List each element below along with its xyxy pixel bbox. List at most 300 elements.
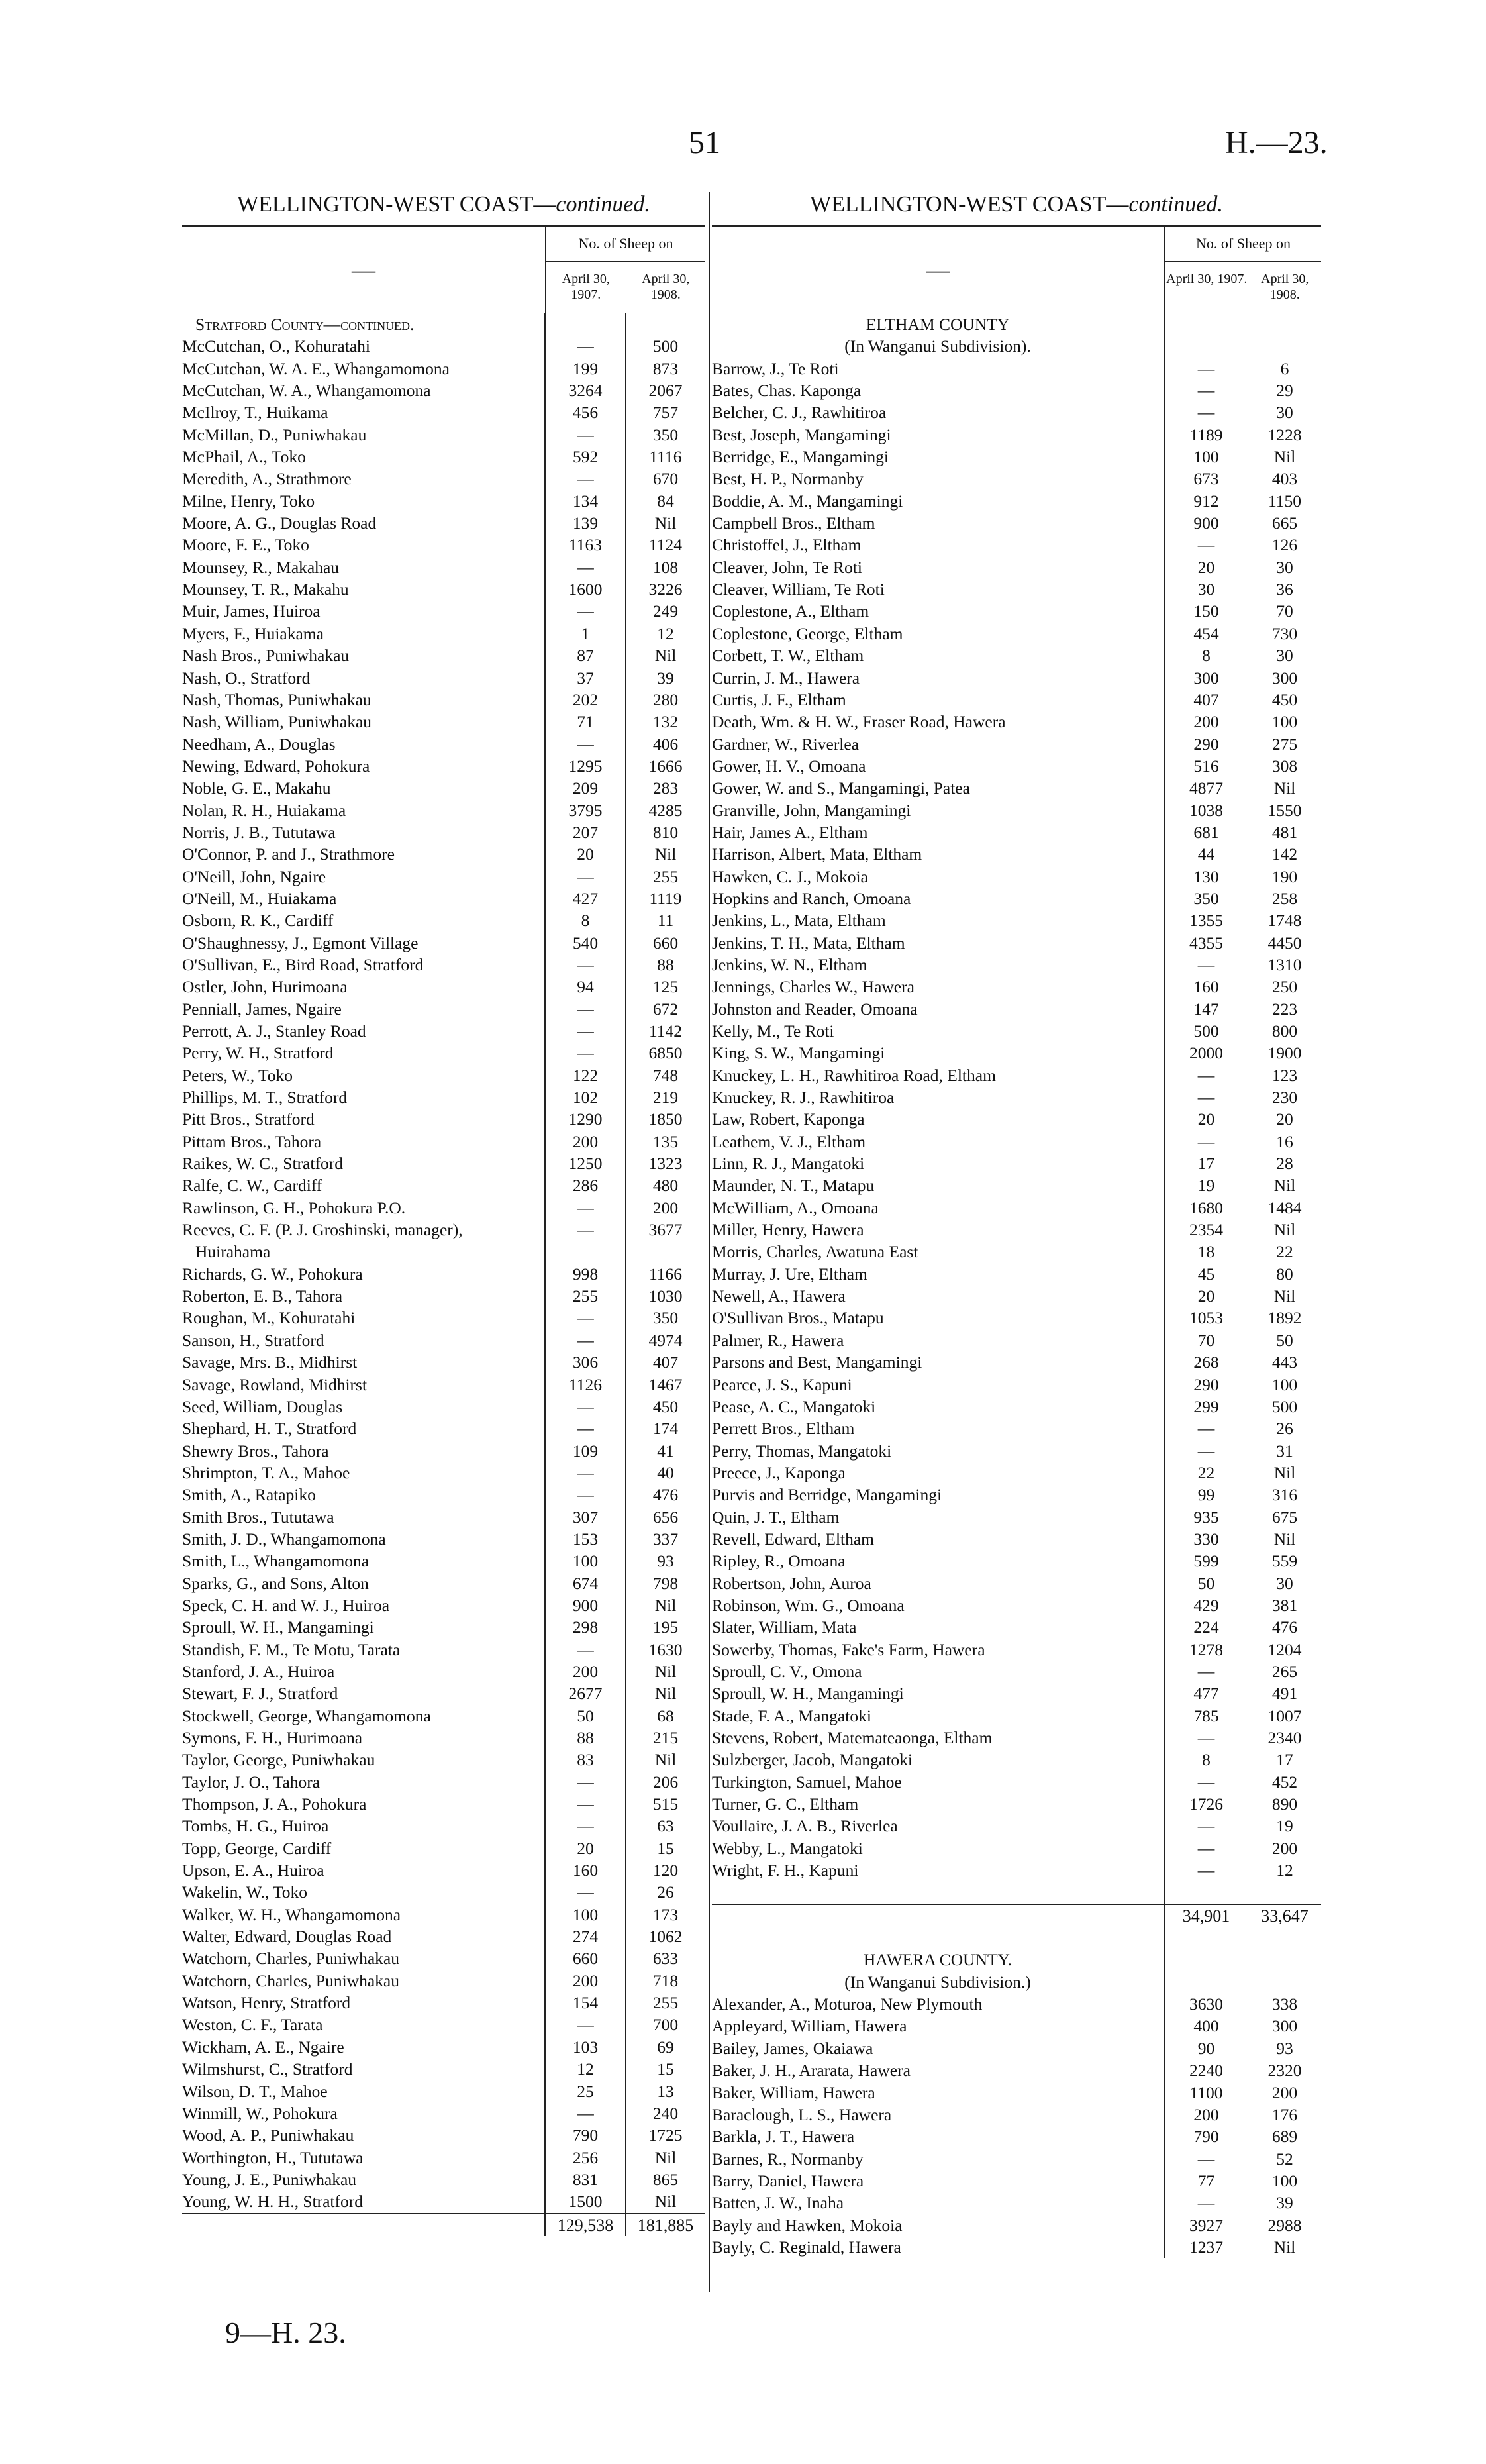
row-value-1908: 26: [1248, 1417, 1321, 1439]
table-row: [182, 1396, 705, 1417]
row-value-1908: 26: [625, 1881, 705, 1903]
row-value-1908: 125: [625, 976, 705, 998]
row-value-1907: 4877: [1164, 777, 1248, 799]
row-name: Topp, George, Cardiff: [182, 1838, 332, 1858]
row-name: Needham, A., Douglas: [182, 734, 336, 754]
table-row: [712, 1351, 1321, 1373]
row-value-1907: 77: [1164, 2170, 1248, 2192]
row-name: Baraclough, L. S., Hawera: [712, 2104, 892, 2124]
row-value-1907: —: [1164, 1086, 1248, 1108]
row-value-1908: 30: [1248, 644, 1321, 666]
table-row: [712, 755, 1321, 777]
row-value-1907: 20: [1164, 1285, 1248, 1307]
row-value-1907: 1278: [1164, 1639, 1248, 1661]
row-value-1908: 300: [1248, 2015, 1321, 2037]
row-name: McPhail, A., Toko: [182, 447, 306, 467]
row-name: Wickham, A. E., Ngaire: [182, 2037, 344, 2057]
row-value-1907: 1100: [1164, 2082, 1248, 2104]
row-value-1908: 265: [1248, 1661, 1321, 1682]
row-value-1907: —: [544, 1793, 625, 1815]
row-name: Wilmshurst, C., Stratford: [182, 2059, 353, 2079]
row-value-1908: 19: [1248, 1815, 1321, 1837]
row-value-1908: 126: [1248, 534, 1321, 556]
row-value-1908: Nil: [1248, 1174, 1321, 1196]
table-row: [712, 1661, 1321, 1682]
row-name: Moore, F. E., Toko: [182, 535, 309, 555]
table-row: [182, 1374, 705, 1396]
row-value-1907: 103: [544, 2036, 625, 2058]
row-name: Hawken, C. J., Mokoia: [712, 866, 868, 886]
row-value-1908: 13: [625, 2080, 705, 2102]
table-row: [712, 1550, 1321, 1572]
row-value-1908: 1124: [625, 534, 705, 556]
table-row: [182, 578, 705, 600]
row-value-1907: 516: [1164, 755, 1248, 777]
row-value-1907: 12: [544, 2058, 625, 2080]
row-name: Mounsey, R., Makahau: [182, 557, 340, 577]
row-value-1907: —: [1164, 401, 1248, 423]
row-value-1907: —: [544, 2014, 625, 2035]
document-reference: H.—23.: [1225, 125, 1328, 160]
row-value-1908: 4285: [625, 799, 705, 821]
table-row: [712, 468, 1321, 489]
row-value-1908: 338: [1248, 1993, 1321, 2015]
left-total-1908: 181,885: [625, 2214, 705, 2236]
row-name: Newell, A., Hawera: [712, 1286, 846, 1306]
row-name: Young, W. H. H., Stratford: [182, 2192, 363, 2212]
table-row: [182, 1661, 705, 1682]
row-value-1907: 87: [544, 644, 625, 666]
row-value-1907: 99: [1164, 1484, 1248, 1506]
row-name: Roughan, M., Kohuratahi: [182, 1308, 356, 1328]
row-name: Muir, James, Huiroa: [182, 601, 321, 621]
row-name: Taylor, J. O., Tahora: [182, 1772, 321, 1792]
row-value-1908: Nil: [1248, 777, 1321, 799]
row-value-1908: 68: [625, 1705, 705, 1727]
table-row: [182, 821, 705, 843]
row-value-1908: 1228: [1248, 424, 1321, 446]
row-value-1907: 306: [544, 1351, 625, 1373]
row-name: Sproull, W. H., Mangamingi: [712, 1684, 904, 1704]
row-value-1908: Nil: [625, 512, 705, 534]
table-row: [182, 1417, 705, 1439]
row-name: Kelly, M., Te Roti: [712, 1021, 834, 1041]
table-row: [712, 976, 1321, 998]
row-value-1908: Nil: [1248, 1528, 1321, 1550]
table-row: [182, 401, 705, 423]
right-header-sheep: No. of Sheep on: [1165, 227, 1321, 262]
row-value-1907: 454: [1164, 623, 1248, 644]
row-value-1908: 16: [1248, 1131, 1321, 1153]
row-name: Norris, J. B., Tututawa: [182, 822, 336, 842]
row-value-1908: 195: [625, 1616, 705, 1638]
column-separator: [709, 192, 710, 2292]
table-row: [712, 380, 1321, 401]
row-value-1908: 29: [1248, 380, 1321, 401]
row-value-1907: 199: [544, 358, 625, 380]
row-value-1907: —: [1164, 534, 1248, 556]
row-value-1907: 3795: [544, 799, 625, 821]
row-name: Walker, W. H., Whangamomona: [182, 1904, 401, 1924]
table-row: [182, 2169, 705, 2190]
row-name: Pitt Bros., Stratford: [182, 1109, 315, 1129]
row-value-1908: 255: [625, 866, 705, 888]
table-row: [712, 1594, 1321, 1616]
table-row: [712, 733, 1321, 755]
row-value-1907: —: [544, 1771, 625, 1793]
row-value-1907: 674: [544, 1572, 625, 1594]
row-value-1908: 2067: [625, 380, 705, 401]
row-name: Bayly and Hawken, Mokoia: [712, 2215, 903, 2235]
table-row: [182, 1771, 705, 1793]
row-value-1908: 675: [1248, 1506, 1321, 1528]
table-row: [712, 1086, 1321, 1108]
row-value-1907: 2354: [1164, 1219, 1248, 1241]
row-value-1907: 1053: [1164, 1307, 1248, 1329]
row-value-1907: 90: [1164, 2037, 1248, 2059]
row-name: Hopkins and Ranch, Omoana: [712, 888, 911, 908]
row-name: Thompson, J. A., Pohokura: [182, 1794, 367, 1814]
row-name: Smith, J. D., Whangamomona: [182, 1529, 386, 1549]
table-row: [182, 888, 705, 909]
table-row: [712, 777, 1321, 799]
row-value-1907: —: [544, 1042, 625, 1064]
table-row: [712, 1484, 1321, 1506]
row-value-1908: 476: [625, 1484, 705, 1506]
table-row: [712, 1462, 1321, 1484]
row-value-1907: 790: [544, 2124, 625, 2146]
table-row: [182, 1086, 705, 1108]
row-name: Mounsey, T. R., Makahu: [182, 580, 349, 599]
row-name: Slater, William, Mata: [712, 1617, 857, 1637]
row-name: Knuckey, L. H., Rawhitiroa Road, Eltham: [712, 1065, 996, 1085]
row-value-1908: 15: [625, 2058, 705, 2080]
table-row: [712, 2148, 1321, 2170]
table-row: [712, 932, 1321, 954]
row-value-1908: 200: [1248, 2082, 1321, 2104]
table-row: [182, 909, 705, 931]
row-name: Campbell Bros., Eltham: [712, 513, 875, 533]
row-value-1907: 200: [1164, 2104, 1248, 2126]
row-value-1908: 93: [1248, 2037, 1321, 2059]
row-value-1907: 298: [544, 1616, 625, 1638]
table-row: [712, 1793, 1321, 1815]
row-value-1908: 280: [625, 689, 705, 711]
table-row: [712, 490, 1321, 512]
row-name: Leathem, V. J., Eltham: [712, 1131, 866, 1151]
row-name: Morris, Charles, Awatuna East: [712, 1242, 918, 1262]
row-name: Robinson, Wm. G., Omoana: [712, 1595, 905, 1615]
table-row: [182, 358, 705, 380]
row-value-1907: 3264: [544, 380, 625, 401]
row-value-1907: 50: [544, 1705, 625, 1727]
row-value-1907: 20: [1164, 1108, 1248, 1130]
row-value-1908: 100: [1248, 711, 1321, 733]
row-value-1908: Nil: [625, 644, 705, 666]
row-value-1907: 19: [1164, 1174, 1248, 1196]
row-value-1907: 160: [1164, 976, 1248, 998]
row-value-1907: 30: [1164, 578, 1248, 600]
table-row: [182, 1440, 705, 1462]
row-value-1907: 900: [544, 1594, 625, 1616]
row-value-1907: 290: [1164, 733, 1248, 755]
table-row: [182, 1815, 705, 1837]
row-value-1907: 500: [1164, 1020, 1248, 1042]
row-value-1908: 63: [625, 1815, 705, 1837]
table-row: [182, 1108, 705, 1130]
table-row: [182, 799, 705, 821]
row-value-1908: 660: [625, 932, 705, 954]
table-row: [182, 1506, 705, 1528]
row-value-1908: 31: [1248, 1440, 1321, 1462]
table-row: [182, 1859, 705, 1881]
row-value-1907: 299: [1164, 1396, 1248, 1417]
row-value-1907: 673: [1164, 468, 1248, 489]
table-row: [182, 2102, 705, 2124]
row-name: Nash Bros., Puniwhakau: [182, 646, 350, 666]
row-name: Walter, Edward, Douglas Road: [182, 1927, 392, 1947]
row-name: Hair, James A., Eltham: [712, 822, 868, 842]
table-row: [712, 1771, 1321, 1793]
row-value-1908: 100: [1248, 2170, 1321, 2192]
table-row: [712, 424, 1321, 446]
row-value-1907: —: [544, 866, 625, 888]
row-value-1907: 477: [1164, 1682, 1248, 1704]
row-name: Speck, C. H. and W. J., Huiroa: [182, 1595, 390, 1615]
row-name: Nash, Thomas, Puniwhakau: [182, 690, 372, 709]
row-name: Huirahama: [195, 1242, 271, 1262]
table-row: [182, 534, 705, 556]
table-row: [182, 490, 705, 512]
row-value-1907: 330: [1164, 1528, 1248, 1550]
row-value-1908: 1062: [625, 1925, 705, 1947]
row-name: Barkla, J. T., Hawera: [712, 2127, 855, 2147]
table-row: [712, 446, 1321, 468]
row-value-1907: 255: [544, 1285, 625, 1307]
table-row: [712, 1241, 1321, 1262]
row-name: Wakelin, W., Toko: [182, 1882, 308, 1902]
row-value-1908: 120: [625, 1859, 705, 1881]
row-name: Quin, J. T., Eltham: [712, 1507, 840, 1527]
row-value-1908: Nil: [625, 2190, 705, 2212]
row-name: Stanford, J. A., Huiroa: [182, 1661, 335, 1681]
row-value-1908: 1484: [1248, 1197, 1321, 1219]
row-name: Upson, E. A., Huiroa: [182, 1861, 324, 1880]
row-value-1908: 41: [625, 1440, 705, 1462]
table-row: [182, 1749, 705, 1771]
table-row: [182, 335, 705, 357]
row-value-1907: 592: [544, 446, 625, 468]
row-value-1907: 2240: [1164, 2059, 1248, 2081]
row-name: Sanson, H., Stratford: [182, 1330, 324, 1350]
row-value-1908: 52: [1248, 2148, 1321, 2170]
row-value-1908: 176: [1248, 2104, 1321, 2126]
row-name: Coplestone, A., Eltham: [712, 601, 869, 621]
row-value-1908: 22: [1248, 1241, 1321, 1262]
row-value-1907: —: [1164, 1859, 1248, 1881]
row-value-1908: 30: [1248, 1572, 1321, 1594]
row-value-1908: 1030: [625, 1285, 705, 1307]
row-value-1907: 912: [1164, 490, 1248, 512]
row-name: O'Neill, John, Ngaire: [182, 866, 326, 886]
row-value-1907: —: [544, 468, 625, 489]
row-value-1907: 1290: [544, 1108, 625, 1130]
table-row: [182, 711, 705, 733]
table-row: [712, 1815, 1321, 1837]
row-name: Moore, A. G., Douglas Road: [182, 513, 377, 533]
row-value-1908: 316: [1248, 1484, 1321, 1506]
row-value-1908: [625, 1241, 705, 1262]
row-name: Watchorn, Charles, Puniwhakau: [182, 1949, 399, 1969]
row-value-1907: 134: [544, 490, 625, 512]
row-value-1908: Nil: [625, 2147, 705, 2169]
row-name: Phillips, M. T., Stratford: [182, 1088, 348, 1107]
row-value-1907: 4355: [1164, 932, 1248, 954]
row-value-1907: 400: [1164, 2015, 1248, 2037]
row-value-1908: 450: [625, 1396, 705, 1417]
row-value-1907: —: [544, 1020, 625, 1042]
row-name: Barrow, J., Te Roti: [712, 358, 839, 378]
row-value-1907: —: [544, 1396, 625, 1417]
row-value-1907: 1680: [1164, 1197, 1248, 1219]
row-value-1908: 689: [1248, 2126, 1321, 2147]
row-name: Curtis, J. F., Eltham: [712, 690, 846, 709]
table-row: [712, 1572, 1321, 1594]
row-name: Law, Robert, Kaponga: [712, 1109, 865, 1129]
row-value-1908: Nil: [625, 1749, 705, 1771]
row-value-1908: 3226: [625, 578, 705, 600]
row-value-1907: —: [544, 335, 625, 357]
row-name: Milne, Henry, Toko: [182, 491, 315, 511]
row-name: Best, Joseph, Mangamingi: [712, 425, 891, 444]
table-row: [182, 2014, 705, 2035]
row-value-1908: 275: [1248, 733, 1321, 755]
row-value-1907: —: [1164, 954, 1248, 976]
table-row: [182, 1793, 705, 1815]
table-row: [182, 866, 705, 888]
row-value-1907: 25: [544, 2080, 625, 2102]
table-row: [182, 1241, 705, 1262]
table-row: [712, 998, 1321, 1020]
row-value-1908: 6850: [625, 1042, 705, 1064]
row-value-1907: 18: [1164, 1241, 1248, 1262]
row-name: Reeves, C. F. (P. J. Groshinski, manager),: [182, 1220, 463, 1240]
table-row: [182, 1970, 705, 1992]
row-name: Baker, William, Hawera: [712, 2082, 875, 2102]
row-value-1908: 481: [1248, 821, 1321, 843]
table-row: [712, 1639, 1321, 1661]
row-value-1907: 100: [544, 1550, 625, 1572]
row-value-1907: 147: [1164, 998, 1248, 1020]
row-name: Batten, J. W., Inaha: [712, 2193, 844, 2213]
row-name: Gardner, W., Riverlea: [712, 734, 860, 754]
table-row: [712, 1131, 1321, 1153]
row-value-1908: 337: [625, 1528, 705, 1550]
row-value-1907: 286: [544, 1174, 625, 1196]
table-row: [712, 689, 1321, 711]
row-name: Roberton, E. B., Tahora: [182, 1286, 343, 1306]
table-row: [182, 843, 705, 865]
row-name: Corbett, T. W., Eltham: [712, 646, 864, 666]
row-value-1908: 865: [625, 2169, 705, 2190]
row-value-1907: —: [544, 600, 625, 622]
right-table-body: [712, 313, 1321, 2258]
table-row: [712, 2082, 1321, 2104]
table-row: [182, 998, 705, 1020]
row-value-1907: 20: [544, 1837, 625, 1859]
row-value-1908: 1007: [1248, 1705, 1321, 1727]
table-row: [182, 2058, 705, 2080]
row-value-1908: 200: [625, 1197, 705, 1219]
row-name: Revell, Edward, Eltham: [712, 1529, 875, 1549]
hawera-county-heading: HAWERA COUNTY.: [712, 1949, 1321, 1971]
row-value-1908: 2320: [1248, 2059, 1321, 2081]
row-value-1908: 39: [625, 667, 705, 689]
row-name: Granville, John, Mangamingi: [712, 800, 911, 820]
row-value-1907: —: [544, 733, 625, 755]
table-row: [182, 1925, 705, 1947]
row-value-1908: 84: [625, 490, 705, 512]
row-value-1908: 132: [625, 711, 705, 733]
row-value-1908: 206: [625, 1771, 705, 1793]
row-value-1907: 200: [544, 1970, 625, 1992]
row-value-1908: 1725: [625, 2124, 705, 2146]
table-row: [712, 623, 1321, 644]
row-value-1908: Nil: [625, 1682, 705, 1704]
row-value-1908: 873: [625, 358, 705, 380]
table-row: [182, 1594, 705, 1616]
row-value-1908: 190: [1248, 866, 1321, 888]
table-row: [182, 446, 705, 468]
table-row: [712, 1993, 1321, 2015]
left-table-header: [182, 227, 705, 313]
table-row: [712, 1219, 1321, 1241]
row-name: Wilson, D. T., Mahoe: [182, 2081, 328, 2101]
row-value-1907: 3630: [1164, 1993, 1248, 2015]
row-value-1908: 4974: [625, 1329, 705, 1351]
row-name: Parsons and Best, Mangamingi: [712, 1353, 922, 1372]
row-name: Sparks, G., and Sons, Alton: [182, 1573, 369, 1593]
row-name: Gower, H. V., Omoana: [712, 756, 866, 776]
row-name: Preece, J., Kaponga: [712, 1463, 846, 1482]
row-name: Maunder, N. T., Matapu: [712, 1176, 875, 1196]
table-row: [182, 1329, 705, 1351]
table-row: [182, 1174, 705, 1196]
row-value-1908: 1323: [625, 1153, 705, 1174]
row-name: Osborn, R. K., Cardiff: [182, 911, 334, 931]
row-value-1907: [544, 1241, 625, 1262]
row-value-1907: —: [544, 1307, 625, 1329]
row-value-1908: 2988: [1248, 2214, 1321, 2236]
row-value-1908: 30: [1248, 401, 1321, 423]
row-name: Bayly, C. Reginald, Hawera: [712, 2237, 901, 2257]
row-name: Palmer, R., Hawera: [712, 1330, 844, 1350]
eltham-total-1907: 34,901: [1164, 1905, 1248, 1927]
row-name: Knuckey, R. J., Rawhitiroa: [712, 1088, 895, 1107]
row-value-1907: —: [1164, 1727, 1248, 1749]
table-row: [712, 1263, 1321, 1285]
table-row: [712, 909, 1321, 931]
row-name: Peters, W., Toko: [182, 1065, 293, 1085]
row-value-1908: 70: [1248, 600, 1321, 622]
row-value-1907: —: [1164, 1837, 1248, 1859]
row-value-1908: 718: [625, 1970, 705, 1992]
row-name: Pease, A. C., Mangatoki: [712, 1396, 876, 1416]
row-name: McCutchan, O., Kohuratahi: [182, 336, 370, 356]
table-row: [182, 954, 705, 976]
row-value-1907: 1038: [1164, 799, 1248, 821]
row-value-1907: 8: [544, 909, 625, 931]
